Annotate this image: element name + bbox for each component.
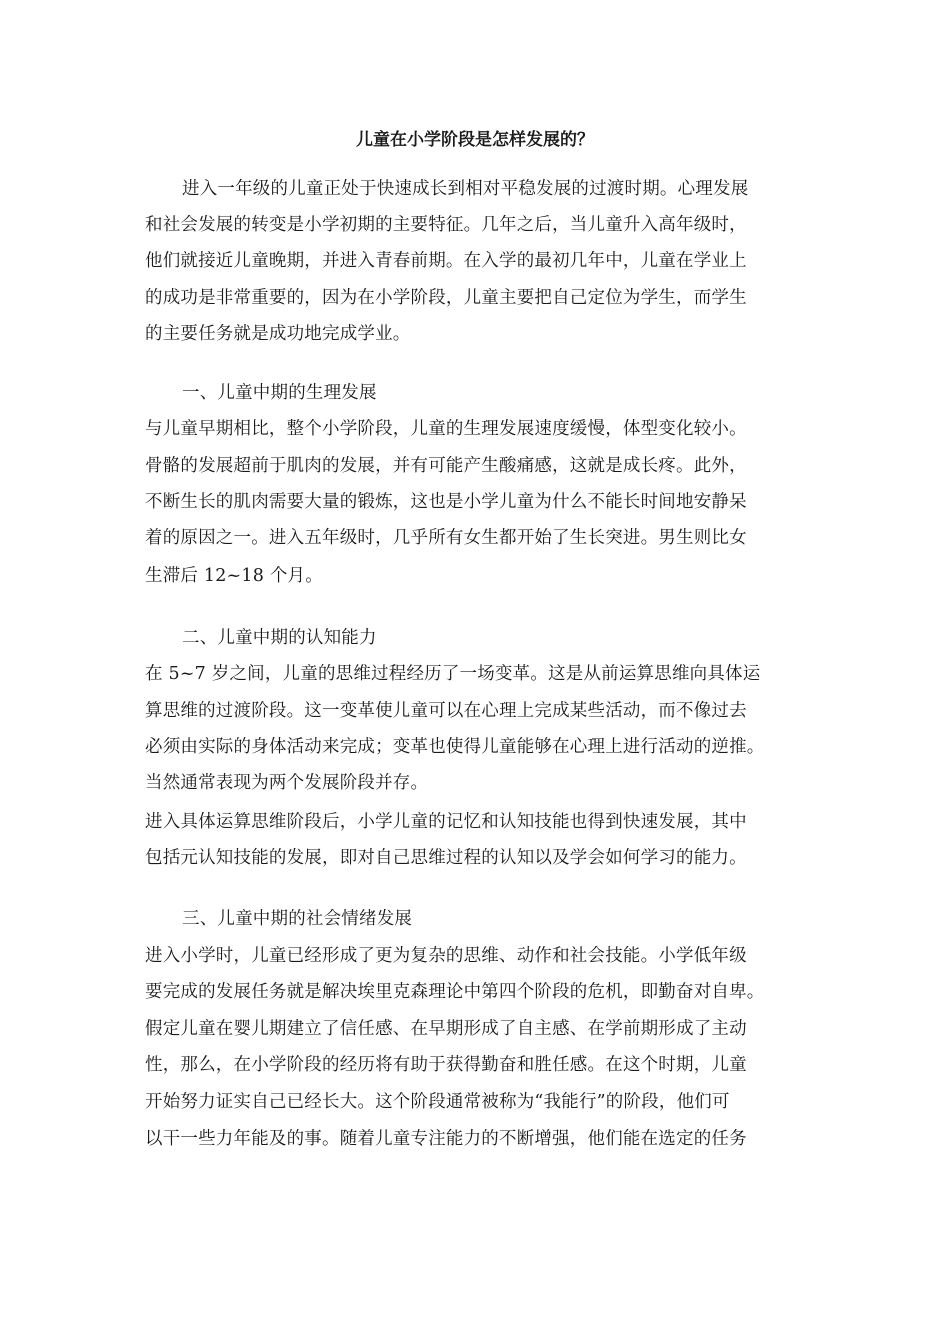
section-heading: 一、儿童中期的生理发展 (182, 383, 377, 403)
body-line: 假定儿童在婴儿期建立了信任感、在早期形成了自主感、在学前期形成了主动 (145, 1019, 747, 1039)
body-line: 进入小学时，儿童已经形成了更为复杂的思维、动作和社会技能。小学低年级 (145, 946, 747, 966)
section-heading: 二、儿童中期的认知能力 (182, 628, 377, 648)
body-line: 必须由实际的身体活动来完成；变革也使得儿童能够在心理上进行活动的逆推。 (145, 737, 765, 757)
body-line: 进入具体运算思维阶段后，小学儿童的记忆和认知技能也得到快速发展，其中 (145, 812, 747, 832)
intro-line: 他们就接近儿童晚期，并进入青春前期。在入学的最初几年中，儿童在学业上 (145, 251, 747, 271)
body-line: 与儿童早期相比，整个小学阶段，儿童的生理发展速度缓慢，体型变化较小。 (145, 419, 747, 439)
body-line: 开始努力证实自己已经长大。这个阶段通常被称为“我能行”的阶段，他们可 (145, 1092, 730, 1112)
body-line: 算思维的过渡阶段。这一变革使儿童可以在心理上完成某些活动，而不像过去 (145, 701, 747, 721)
intro-line: 的主要任务就是成功地完成学业。 (145, 324, 411, 344)
body-line: 生滞后 12~18 个月。 (145, 566, 323, 586)
intro-line: 的成功是非常重要的，因为在小学阶段，儿童主要把自己定位为学生，而学生 (145, 288, 747, 308)
body-line: 当然通常表现为两个发展阶段并存。 (145, 773, 429, 793)
body-line: 性，那么，在小学阶段的经历将有助于获得勤奋和胜任感。在这个时期，儿童 (145, 1055, 747, 1075)
body-line: 骨骼的发展超前于肌肉的发展，并有可能产生酸痛感，这就是成长疼。此外， (145, 456, 747, 476)
body-line: 着的原因之一。进入五年级时，几乎所有女生都开始了生长突进。男生则比女 (145, 528, 747, 548)
document-title: 儿童在小学阶段是怎样发展的？ (356, 130, 594, 150)
body-line: 在 5~7 岁之间，儿童的思维过程经历了一场变革。这是从前运算思维向具体运 (145, 664, 761, 684)
body-line: 以干一些力年能及的事。随着儿童专注能力的不断增强，他们能在选定的任务 (145, 1129, 747, 1149)
intro-line: 和社会发展的转变是小学初期的主要特征。几年之后，当儿童升入高年级时， (145, 215, 747, 235)
body-line: 不断生长的肌肉需要大量的锻炼，这也是小学儿童为什么不能长时间地安静呆 (145, 492, 747, 512)
body-line: 包括元认知技能的发展，即对自己思维过程的认知以及学会如何学习的能力。 (145, 848, 747, 868)
section-heading: 三、儿童中期的社会情绪发展 (182, 909, 413, 929)
body-line: 要完成的发展任务就是解决埃里克森理论中第四个阶段的危机，即勤奋对自卑。 (145, 982, 765, 1002)
intro-line: 进入一年级的儿童正处于快速成长到相对平稳发展的过渡时期。心理发展 (182, 179, 749, 199)
